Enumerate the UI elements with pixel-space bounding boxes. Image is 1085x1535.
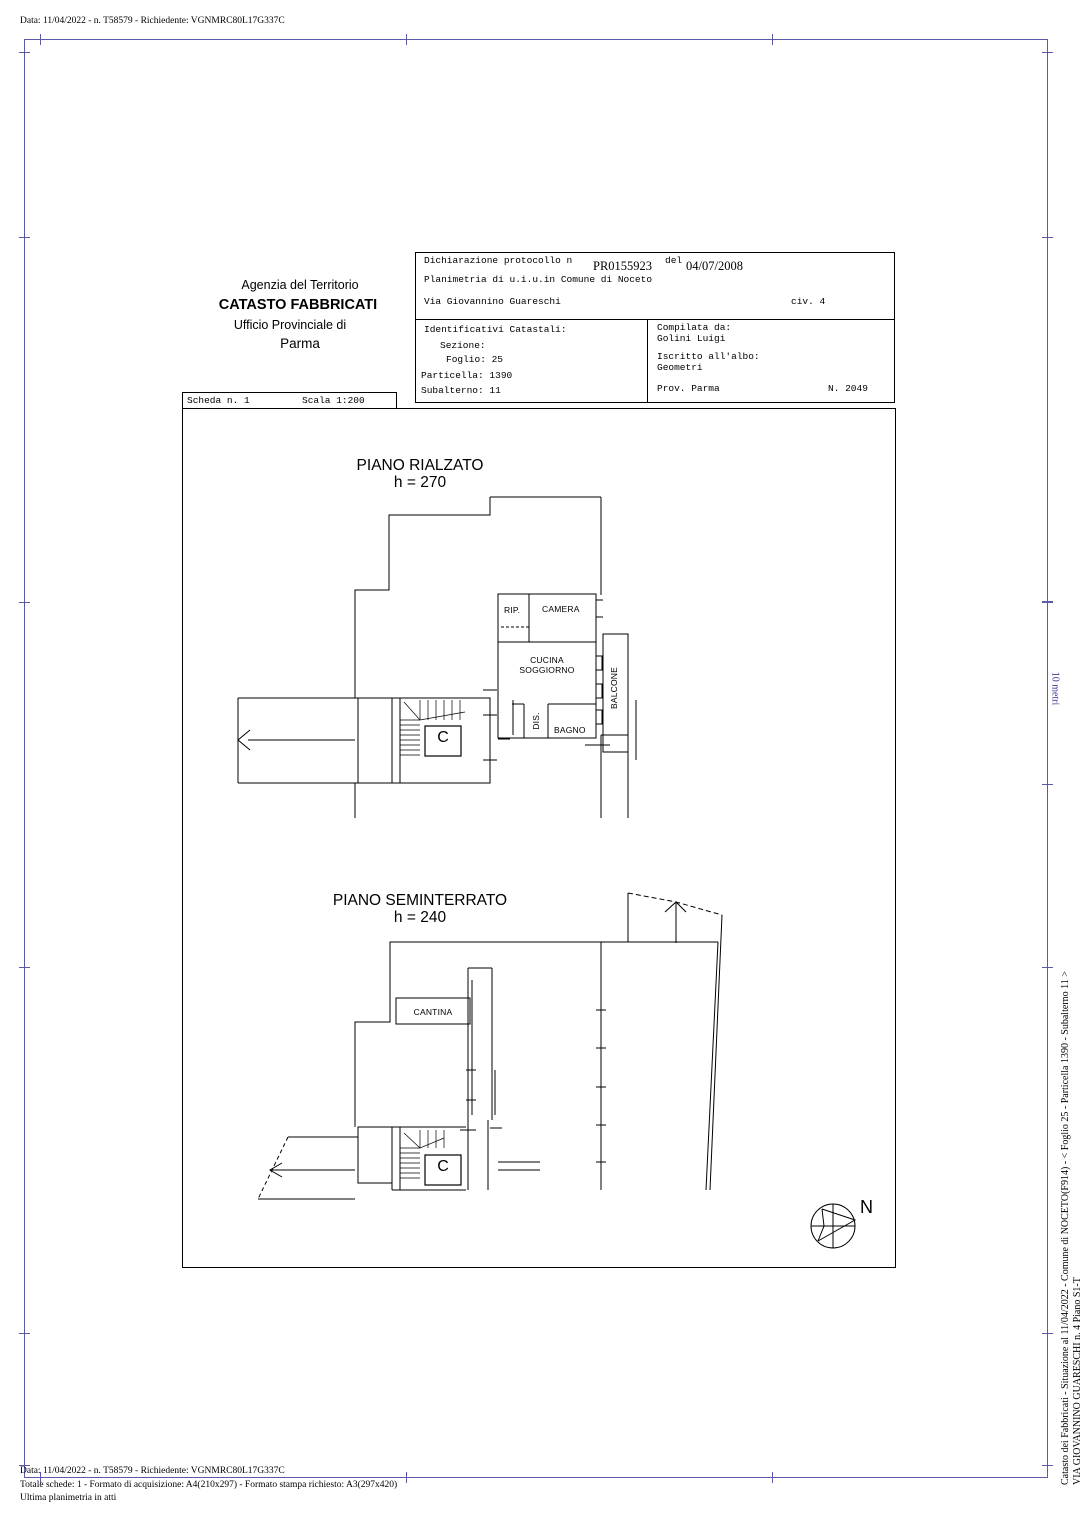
top-header: Data: 11/04/2022 - n. T58579 - Richiedente: VGNMRC80L17G337C (20, 16, 285, 26)
room-rip: RIP. (504, 605, 521, 615)
footer-line1: Data: 11/04/2022 - n. T58579 - Richiedente: VGNMRC80L17G337C (20, 1466, 285, 1476)
room-balcone: BALCONE (609, 666, 619, 710)
albo-label: Iscritto all'albo: (657, 351, 760, 362)
compiler-title: Compilata da: (657, 322, 732, 333)
address: Via Giovannino Guareschi (424, 296, 561, 307)
civic-number: civ. 4 (791, 296, 826, 307)
declaration-label: Dichiarazione protocollo n (424, 255, 573, 266)
floor2-height: h = 240 (393, 909, 447, 926)
foglio: Foglio: 25 (446, 354, 504, 365)
profession: Geometri (657, 362, 703, 373)
room-soggiorno: SOGGIORNO (519, 665, 575, 675)
declaration-date: 04/07/2008 (686, 259, 743, 273)
scala: Scala 1:200 (302, 395, 365, 406)
north-label: N (860, 1197, 873, 1217)
side-text-line2: VIA GIOVANNINO GUARESCHI n. 4 Piano S1-T (1072, 1277, 1083, 1485)
scheda-number: Scheda n. 1 (187, 395, 250, 406)
floor2-title: PIANO SEMINTERRATO (332, 892, 508, 909)
footer-line3: Ultima planimetria in atti (20, 1493, 117, 1503)
side-text-line1: Catasto dei Fabbricati - Situazione al 11/04/2022 - Comune di NOCETO(F914) - < Foglio 25 - Particella 1390 - Subalterno 11 > (1060, 971, 1071, 1485)
compiler-name: Golini Luigi (657, 333, 726, 344)
identifiers-title: Identificativi Catastali: (424, 324, 567, 335)
agency-name: Agenzia del Territorio (241, 278, 359, 292)
agency-office: Ufficio Provinciale di (233, 318, 347, 332)
del-label: del (665, 255, 683, 266)
agency-catasto: CATASTO FABBRICATI (218, 297, 378, 313)
floor1-title: PIANO RIALZATO (356, 457, 484, 474)
scale-bar-label: 10 metri (1049, 671, 1061, 706)
register-number: N. 2049 (828, 383, 868, 394)
sezione: Sezione: (440, 340, 486, 351)
particella: Particella: 1390 (421, 370, 513, 381)
protocol-number: PR0155923 (593, 259, 653, 273)
floor1-height: h = 270 (393, 474, 447, 491)
province: Prov. Parma (657, 383, 720, 394)
planimetria-text: Planimetria di u.i.u.in Comune di Noceto (424, 274, 653, 285)
room-cantina: CANTINA (413, 1007, 453, 1017)
floor1-stair-label: C (437, 729, 449, 746)
subalterno: Subalterno: 11 (421, 385, 501, 396)
agency-city: Parma (280, 336, 320, 351)
room-camera: CAMERA (542, 604, 580, 614)
floor2-stair-label: C (437, 1158, 449, 1175)
room-dis: DIS. (531, 712, 541, 730)
footer-line2: Totale schede: 1 - Formato di acquisizione: A4(210x297) - Formato stampa richiesto: A3(297x420) (20, 1480, 398, 1490)
room-cucina: CUCINA (530, 655, 564, 665)
room-bagno: BAGNO (554, 725, 586, 735)
